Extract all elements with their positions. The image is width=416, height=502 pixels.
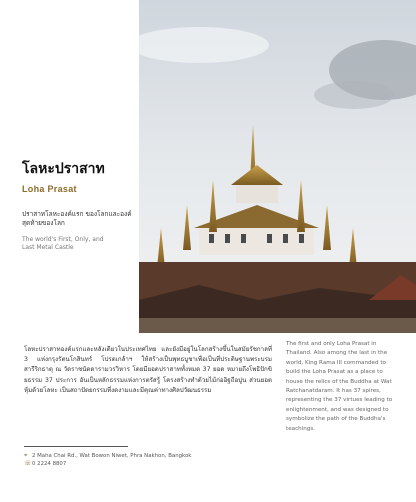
address-block: [24, 452, 244, 468]
body-english-paragraph: The first and only Loha Prasat in Thailand. Also among the last in the world, King Rama III commanded to build the Loha Prasat as a place to house the relics of the Buddha at Wat Ratchanatdaram. It has 37 spires, representing the 37 virtues leading to enlightenment, and was designed to symbolize the path of the Buddha's teachings.: [286, 341, 393, 432]
title-thai: โลหะปราสาท: [22, 161, 105, 177]
divider: [24, 446, 128, 447]
body-english: [286, 340, 398, 434]
phone-text: 0 2224 8807: [32, 461, 67, 467]
body-thai: โลหะปราสาทองค์แรกและหลังเดียวในประเทศไทย และยังมีอยู่ในโลกสร้างขึ้นในสมัยรัชกาลที่ 3 แห่งกรุงรัตนโกสินทร์ โปรดเกล้าฯ ให้สร้างเป็นพุทธบูชาเพื่อเป็นที่ประดิษฐานพระบรมสารีริกธาตุ ณ วัดราชนัดดารามวรวิหาร โดยมียอดปราสาททั้งหมด 37 ยอด หมายถึงโพธิปักขิยธรรม 37 ประการ อันเป็นหลักธรรมแห่งการตรัสรู้ โครงสร้างทำด้วยไม้ก่ออิฐถือปูน ส่วนยอดหุ้มด้วยโลหะ เป็นสถาปัตยกรรมที่งดงามและมีคุณค่าทางศิลปวัฒนธรรม: [24, 346, 272, 394]
title-english: Loha Prasat: [22, 184, 77, 194]
address-text: 2 Maha Chai Rd., Wat Bowon Niwet, Phra Nakhon, Bangkok: [32, 453, 192, 459]
subtitle-english: The world's First, Only, and Last Metal Castle: [22, 236, 104, 251]
subtitle-thai: ปราสาทโลหะองค์แรก ของโลกและองค์สุดท้ายของโลก: [22, 210, 132, 227]
temple-photo: [139, 0, 416, 333]
loha-prasat-illustration: [139, 0, 416, 333]
address-line: [24, 452, 244, 460]
phone-icon: ☏: [24, 460, 32, 467]
pin-icon: ⌖: [24, 452, 28, 459]
title-block: [22, 160, 134, 252]
phone-line: [24, 460, 244, 468]
